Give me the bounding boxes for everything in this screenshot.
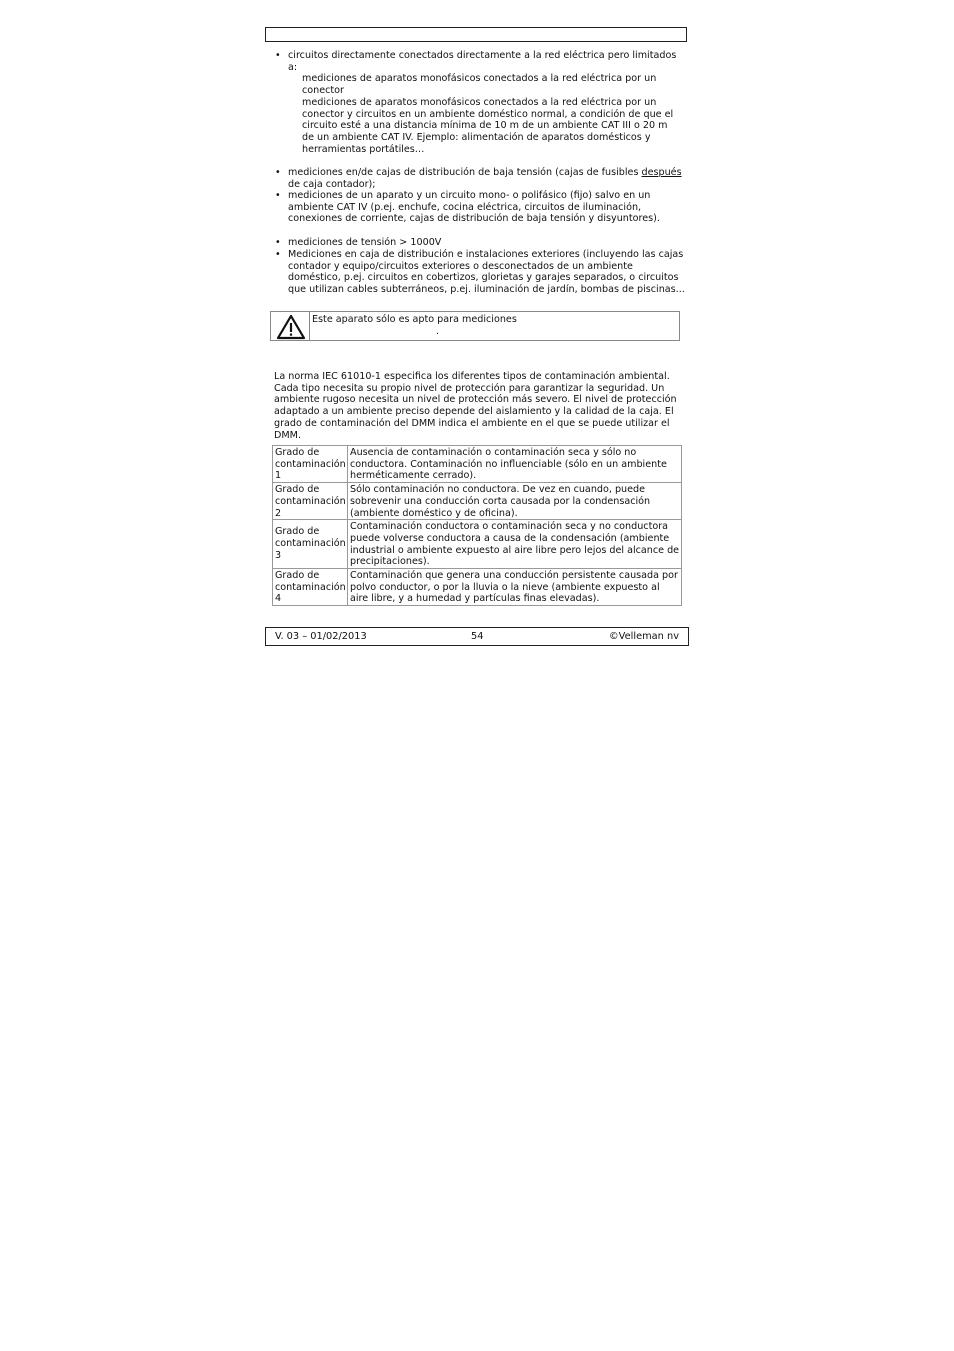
table-cell-description: Sólo contaminación no conductora. De vez en cuando, puede sobrevenir una conducción corta causada por la condensación (ambiente doméstico y de oficina). xyxy=(348,483,682,520)
table-cell-degree: Grado de contaminación 4 xyxy=(273,569,348,606)
list-item-text: mediciones de un aparato y un circuito mono- o polifásico (fijo) salvo en un ambiente CAT IV (p.ej. enchufe, cocina eléctrica, circuitos de iluminación, conexiones de corriente, cajas de distribución de baja tensión y disyuntores). xyxy=(288,190,660,225)
list-subitem: mediciones de aparatos monofásicos conectados a la red eléctrica por un conector xyxy=(302,73,657,96)
list-item xyxy=(275,50,688,73)
table-cell-degree: Grado de contaminación 3 xyxy=(273,520,348,569)
table-cell-degree: Grado de contaminación 2 xyxy=(273,483,348,520)
table-cell-description: Ausencia de contaminación o contaminación seca y sólo no conductora. Contaminación no influenciable (sólo en un ambiente herméticamente cerrado). xyxy=(348,446,682,483)
warning-text: Este aparato sólo es apto para mediciones xyxy=(312,314,517,325)
pollution-degree-table xyxy=(272,445,682,606)
list-item-text: de caja contador); xyxy=(288,178,376,190)
table-row xyxy=(273,483,682,520)
table-cell-description: Contaminación que genera una conducción persistente causada por polvo conductor, o por la lluvia o la nieve (ambiente expuesto al aire libre, y a humedad y partículas finas elevadas). xyxy=(348,569,682,606)
page-header-box xyxy=(265,27,687,42)
list-item xyxy=(275,249,688,296)
page-footer xyxy=(265,627,689,646)
list-item xyxy=(275,190,688,225)
bullet-icon: • xyxy=(275,167,281,178)
bullet-icon: • xyxy=(275,190,281,201)
list-item xyxy=(275,167,688,190)
footer-version: V. 03 – 01/02/2013 xyxy=(275,631,367,642)
warning-icon-cell xyxy=(271,312,310,340)
footer-page-number: 54 xyxy=(471,631,484,642)
underlined-word: después xyxy=(641,167,682,178)
list-item-text: mediciones de tensión > 1000V xyxy=(288,237,442,248)
table-cell-degree: Grado de contaminación 1 xyxy=(273,446,348,483)
table-row xyxy=(273,446,682,483)
bullet-icon: • xyxy=(275,50,281,61)
list-item-text: Mediciones en caja de distribución e instalaciones exteriores (incluyendo las cajas contador y equipo/circuitos exteriores o desconectados de un ambiente doméstico, p.ej. circuitos en cobertizos, glorietas y garajes separados, o circuitos que utilizan cables subterráneos, p.ej. iluminación de jardín, bombas de piscinas... xyxy=(288,249,685,296)
list-item-text: mediciones en/de cajas de distribución de baja tensión (cajas de fusibles xyxy=(288,167,642,178)
warning-dot: . xyxy=(436,326,440,337)
intro-paragraph: La norma IEC 61010-1 especifica los diferentes tipos de contaminación ambiental. Cada tipo necesita su propio nivel de protección para garantizar la seguridad. Un ambiente rugoso necesita un nivel de protección más severo. El nivel de protección adaptado a un ambiente preciso depende del aislamiento y la calidad de la caja. El grado de contaminación del DMM indica el ambiente en el que se puede utilizar el DMM. xyxy=(274,371,677,441)
bullet-icon: • xyxy=(275,249,281,260)
warning-triangle-icon xyxy=(276,314,306,340)
list-item xyxy=(275,237,688,249)
table-cell-description: Contaminación conductora o contaminación seca y no conductora puede volverse conductora a causa de la condensación (ambiente industrial o ambiente expuesto al aire libre pero lejos del alcance de precipitaciones). xyxy=(348,520,682,569)
warning-box xyxy=(270,311,680,341)
list-subitem: mediciones de aparatos monofásicos conectados a la red eléctrica por un conector y circuitos en un ambiente doméstico normal, a condición de que el circuito esté a una distancia mínima de 10 m de un ambiente CAT III o 20 m de un ambiente CAT IV. Ejemplo: alimentación de aparatos domésticos y herramientas portátiles… xyxy=(302,97,674,155)
bullet-icon: • xyxy=(275,237,281,248)
footer-copyright: ©Velleman nv xyxy=(608,631,679,642)
table-row xyxy=(273,569,682,606)
table-row xyxy=(273,520,682,569)
list-item-text: circuitos directamente conectados directamente a la red eléctrica pero limitados a: xyxy=(288,50,677,73)
